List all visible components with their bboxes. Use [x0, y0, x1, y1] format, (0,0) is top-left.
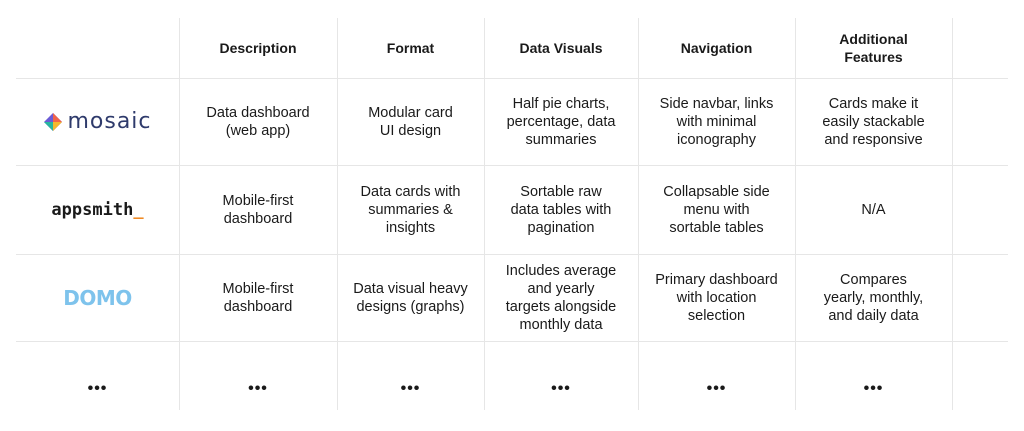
- cell-domo-navigation: Primary dashboard with location selection: [655, 271, 778, 324]
- ellipsis-navigation: •••: [706, 380, 727, 397]
- logo-mosaic: [16, 78, 179, 165]
- cell-mosaic-description: Data dashboard (web app): [206, 104, 310, 139]
- cell-appsmith-format: Data cards with summaries & insights: [360, 183, 461, 236]
- header-navigation: Navigation: [680, 40, 753, 56]
- cell-appsmith-additional-features: N/A: [861, 201, 886, 218]
- cell-appsmith-description: Mobile-first dashboard: [222, 192, 294, 227]
- cell-domo-description: Mobile-first dashboard: [222, 280, 294, 315]
- mosaic-diamond-icon: [43, 112, 63, 132]
- cell-mosaic-navigation: Side navbar, links with minimal iconography: [659, 95, 774, 148]
- appsmith-wordmark: appsmith: [51, 199, 134, 220]
- ellipsis-data-visuals: •••: [551, 380, 571, 397]
- domo-wordmark: DOMO: [63, 285, 132, 310]
- ellipsis-logo: •••: [87, 380, 108, 397]
- ellipsis-additional-features: •••: [863, 380, 884, 397]
- cell-mosaic-additional-features: Cards make it easily stackable and responsive: [822, 95, 925, 148]
- cell-mosaic-format: Modular card UI design: [368, 104, 453, 139]
- cell-domo-data-visuals: Includes average and yearly targets alongside monthly data: [505, 262, 617, 333]
- cell-domo-additional-features: Compares yearly, monthly, and daily data: [823, 271, 924, 324]
- ellipsis-description: •••: [248, 380, 268, 397]
- cell-domo-format: Data visual heavy designs (graphs): [353, 280, 468, 315]
- header-additional-features: Additional Features: [839, 31, 908, 65]
- column-divider: [952, 18, 953, 410]
- cell-mosaic-data-visuals: Half pie charts, percentage, data summaries: [506, 95, 616, 148]
- mosaic-wordmark: mosaic: [67, 108, 152, 134]
- cell-appsmith-data-visuals: Sortable raw data tables with pagination: [510, 183, 612, 236]
- logo-domo: [16, 254, 179, 341]
- header-format: Format: [386, 40, 435, 56]
- header-data-visuals: Data Visuals: [519, 40, 603, 56]
- cell-appsmith-navigation: Collapsable side menu with sortable tables: [663, 183, 770, 236]
- header-description: Description: [219, 40, 297, 56]
- logo-appsmith: [16, 165, 179, 254]
- appsmith-underscore: _: [133, 199, 144, 220]
- ellipsis-format: •••: [400, 380, 421, 397]
